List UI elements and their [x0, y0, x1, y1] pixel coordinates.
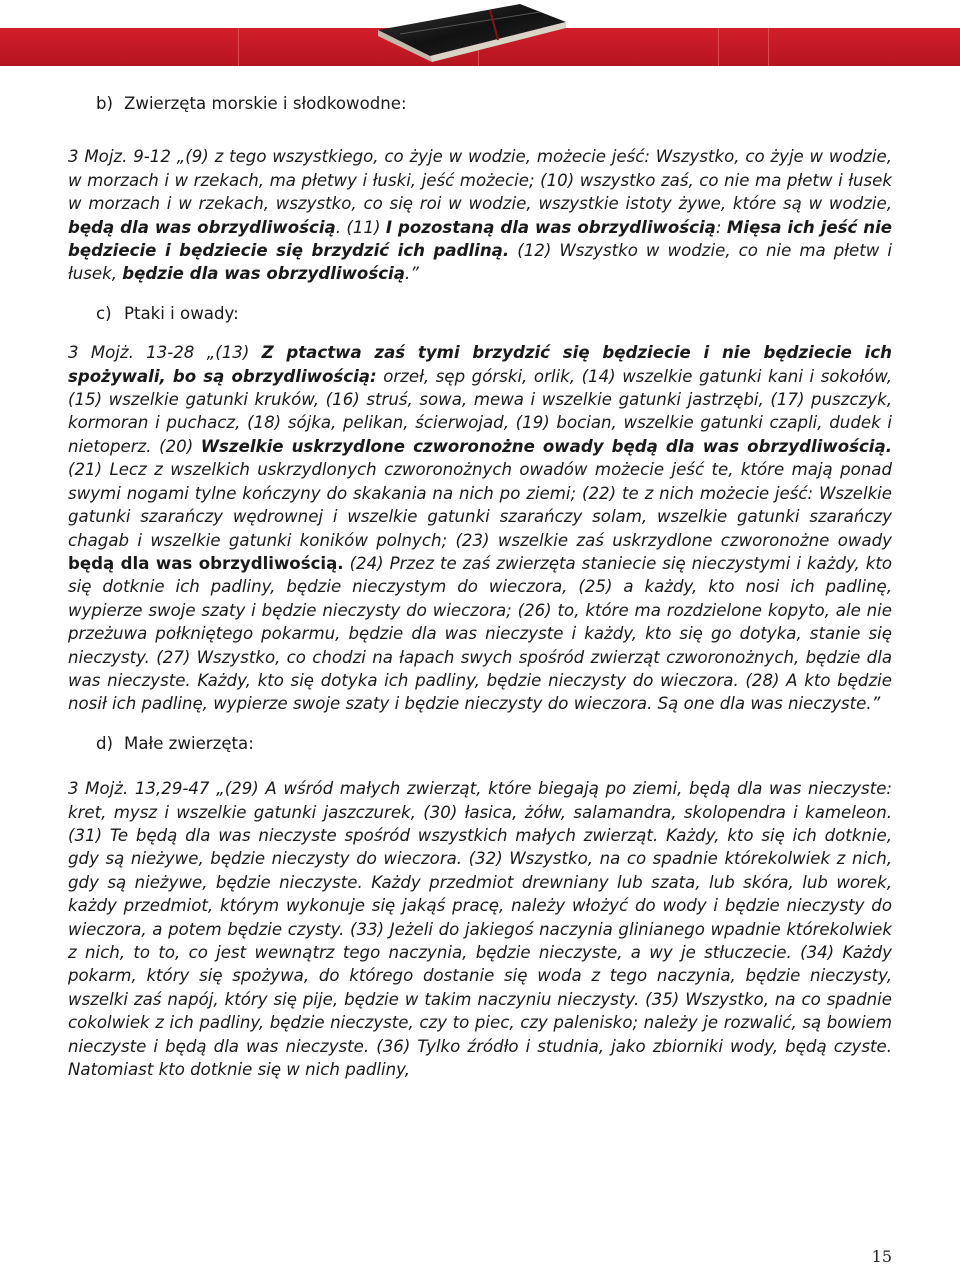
text-run: Mięsa ich jeść nie będziecie i będziecie się brzydzić ich padliną.: [68, 217, 893, 261]
section-label: d): [96, 733, 114, 753]
text-run: będą dla was obrzydliwością.: [68, 553, 344, 573]
section-title: Zwierzęta morskie i słodkowodne:: [124, 94, 407, 113]
text-run: (12) Wszystko w wodzie, co nie ma płetw i łusek,: [68, 241, 892, 284]
section-heading-b: [96, 92, 892, 115]
section-title: Małe zwierzęta:: [124, 733, 254, 753]
text-run: 3 Mojż. 13-28 „(13): [68, 343, 262, 363]
bible-book-icon: [370, 0, 570, 62]
section-paragraph-c: [68, 341, 892, 716]
section-label: c): [96, 303, 112, 323]
text-run: będzie dla was obrzydliwością: [122, 264, 405, 284]
document-body: [68, 92, 892, 1081]
text-run: (24) Przez te zaś zwierzęta staniecie się nieczystymi i każdy, kto się dotknie ich padliny, będzie nieczystym do wieczora, (25) a każdy, kto nosi ich padlinę, wypierze swoje szaty i będzie nieczysty do wieczora; (26) to, które ma rozdzielone kopyto, ale nie przeżuwa połkniętego pokarmu, będzie dla was nieczyste i każdy, kto się go dotyka, stanie się nieczysty. (27) Wszystko, co chodzi na łapach swych spośród zwierząt czworonożnych, będzie dla was nieczyste. Każdy, kto się dotyka ich padliny, będzie nieczysty do wieczora. (28) A kto będzie nosił ich padlinę, wypierze swoje szaty i będzie nieczysty do wieczora. Są one dla was nieczyste.”: [68, 553, 892, 714]
section-heading-c: [96, 302, 892, 325]
text-run: 3 Mojż. 13,29-47 „(29) A wśród małych zwierząt, które biegają po ziemi, będą dla was nieczyste: kret, mysz i wszelkie gatunki jaszczurek, (30) łasica, żółw, salamandra, skolopendra i kameleon. (31) Te będą dla was nieczyste spośród wszystkich małych zwierząt. Każdy, kto się ich dotknie, gdy są nieżywe, będzie nieczysty do wieczora. (32) Wszystko, na co spadnie którekolwiek z nich, gdy są nieżywe, będzie nieczyste. Każdy przedmiot drewniany lub szata, lub skóra, lub worek, każdy przedmiot, którym wykonuje się jakąś pracę, należy włożyć do wody i będzie nieczysty do wieczora, a potem będzie czysty. (33) Jeżeli do jakiegoś naczynia glinianego wpadnie którekolwiek z nich, to to, co jest wewnątrz tego naczynia, będzie nieczyste, a wy je stłuczecie. (34) Każdy pokarm, który się spożywa, do którego dostanie się woda z tego naczynia, będzie nieczysty, wszelki zaś napój, który się pije, będzie w takim naczyniu nieczysty. (35) Wszystko, na co spadnie cokolwiek z ich padliny, będzie nieczyste, czy to piec, czy palenisko; należy je rozwalić, są bowiem nieczyste i będą dla was nieczyste. (36) Tylko źródło i studnia, jako zbiorniki wody, będą czyste. Natomiast kto dotknie się w nich padliny,: [68, 779, 892, 1080]
text-run: orzeł, sęp górski, orlik, (14) wszelkie gatunki kani i sokołów, (15) wszelkie gatunki kruków, (16) struś, sowa, mewa i wszelkie gatunki jastrzębi, (17) puszczyk, kormoran i puchacz, (18) sójka, pelikan, ścierwojad, (19) bocian, wszelkie gatunki czapli, dudek i nietoperz. (20): [68, 366, 892, 456]
page-number: 15: [871, 1247, 892, 1266]
banner-divider: [238, 28, 239, 66]
banner-divider: [718, 28, 719, 66]
section-label: b): [96, 94, 114, 113]
text-run: . (11): [335, 217, 386, 237]
banner-divider: [768, 28, 769, 66]
text-run: Z ptactwa zaś tymi brzydzić się będziecie i nie będziecie ich spożywali, bo są obrzydliwością:: [68, 343, 892, 386]
text-run: będą dla was obrzydliwością: [68, 217, 336, 237]
text-run: I pozostaną dla was obrzydliwością: [385, 217, 716, 237]
section-title: Ptaki i owady:: [124, 303, 239, 323]
section-heading-d: [96, 732, 892, 755]
text-run: (21) Lecz z wszelkich uskrzydlonych czworonożnych owadów możecie jeść te, które mają ponad swymi nogami tylne kończyny do skakania na nich po ziemi; (22) te z nich możecie jeść: Wszelkie gatunki szarańczy wędrownej i wszelkie gatunki szarańczy solam, wszelkie gatunki szarańczy chagab i wszelkie gatunki koników polnych; (23) wszelkie zaś uskrzydlone czworonożne owady: [68, 460, 892, 550]
section-paragraph-b: [68, 145, 892, 285]
text-run: Wszelkie uskrzydlone czworonożne owady będą dla was obrzydliwością.: [200, 436, 892, 456]
section-paragraph-d: [68, 777, 892, 1081]
text-run: 3 Mojz. 9-12 „(9) z tego wszystkiego, co żyje w wodzie, możecie jeść: Wszystko, co żyje w wodzie, w morzach i w rzekach, ma płetwy i łuski, jeść możecie; (10) wszystko zaś, co nie ma płetw i łusek w morzach i w rzekach, wszystko, co się roi w wodzie, wszystkie istoty żywe, które są w wodzie,: [68, 147, 892, 214]
text-run: .”: [404, 264, 419, 284]
text-run: :: [715, 217, 727, 237]
